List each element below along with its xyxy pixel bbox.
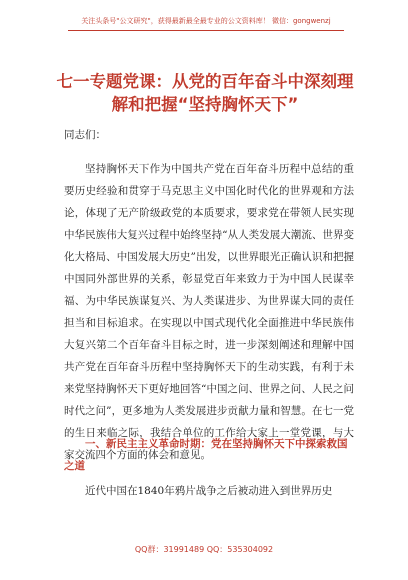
salutation: 同志们： [64,129,106,141]
document-title: 七一专题党课：从党的百年奋斗中深刻理解和把握“坚持胸怀天下” [56,72,354,114]
header-note: 关注头条号"公文研究"，获得最新最全最专业的公文资料库！ 微信：gongwenzj [81,17,331,25]
section-heading: 一、新民主主义革命时期：党在坚持胸怀天下中探索救国之道 [64,438,348,472]
body-paragraph: 近代中国在1840年鸦片战争之后被动进入到世界历史 [85,485,333,497]
footer-note: QQ群：31991489 QQ：535304092 [134,545,274,554]
body-paragraph: 坚持胸怀天下作为中国共产党在百年奋斗历程中总结的重要历史经验和贯穿于马克思主义中国化时代化的世界观和方法论，体现了无产阶级政党的本质要求，要求党在带领人民实现中华民族伟大复兴过程中始终坚持“从人类发展大潮流、世界变化大格局、中国发展大历史”出发，以世界眼光正确认识和把握中国同外部世界的关系，彰显党百年来致力于为中国人民谋幸福、为中华民族谋复兴、为人类谋进步、为世界谋大同的责任担当和目标追求。在实现以中国式现代化全面推进中华民族伟大复兴第二个百年奋斗目标之时，进一步深刻阐述和理解中国共产党在百年奋斗历程中坚持胸怀天下的生动实践，有利于未来党坚持胸怀天下更好地回答“中国之问、世界之问、人民之问时代之问”，更多地为人类发展进步贡献力量和智慧。在七一党的生日来临之际，我结合单位的工作给大家上一堂党课，与大家交流四个方面的体会和意见。 [64,163,354,461]
header-divider [68,30,344,31]
